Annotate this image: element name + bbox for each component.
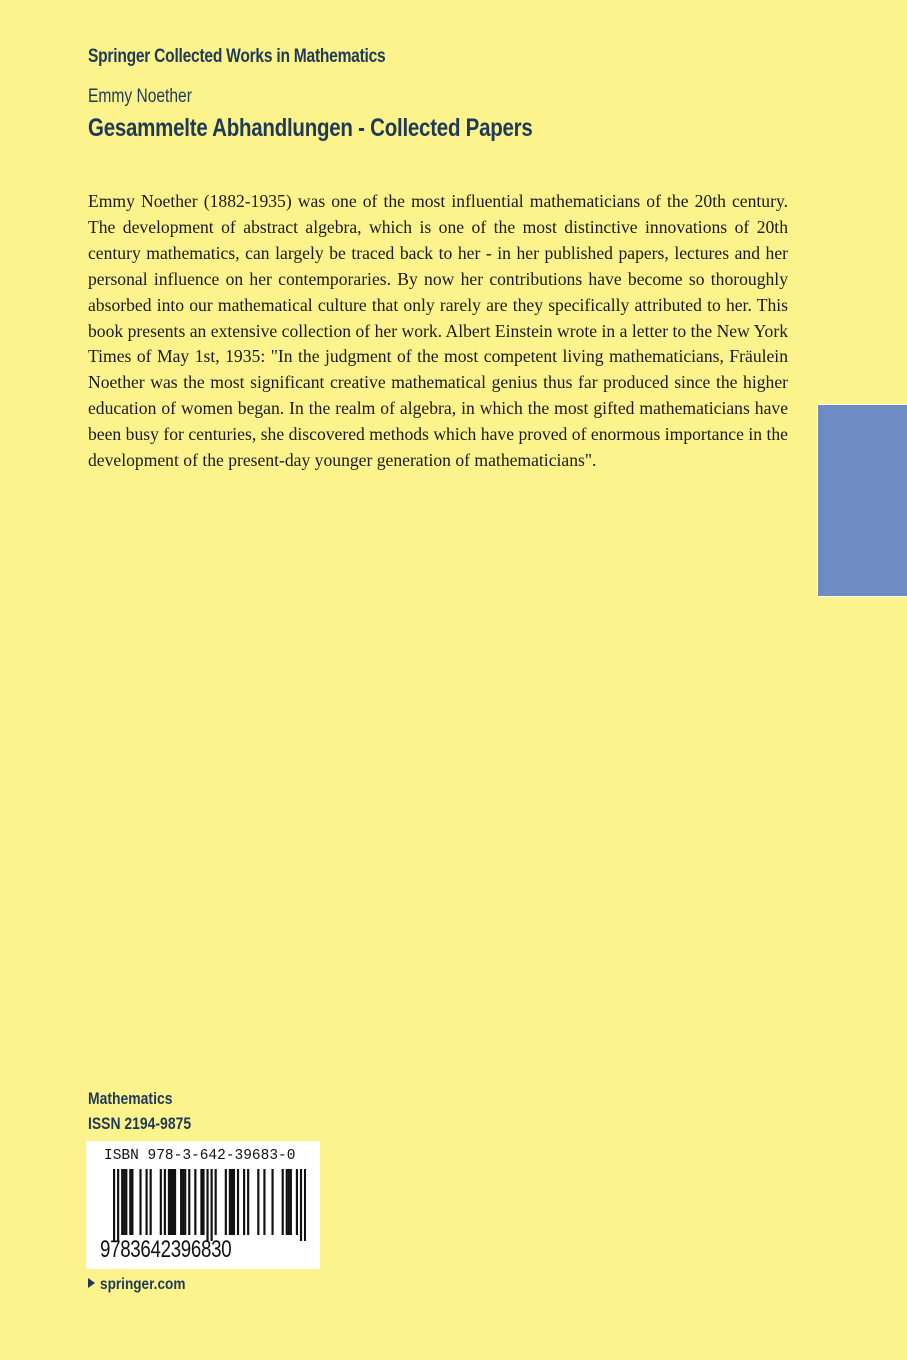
barcode-bar — [117, 1169, 119, 1241]
website-label: springer.com — [100, 1276, 186, 1293]
barcode-bar — [271, 1169, 273, 1235]
barcode-bar — [225, 1169, 227, 1235]
barcode-bar — [139, 1169, 141, 1235]
barcode-bar — [150, 1169, 152, 1235]
barcode-bar — [188, 1169, 190, 1235]
barcode-bar — [174, 1169, 176, 1235]
barcode-bar — [129, 1169, 131, 1235]
barcode-bar — [121, 1169, 123, 1235]
barcode — [86, 1141, 320, 1269]
barcode-bar — [237, 1169, 239, 1235]
barcode-bar — [304, 1169, 306, 1241]
barcode-bars — [100, 1169, 306, 1241]
barcode-bar — [170, 1169, 172, 1235]
book-title: Gesammelte Abhandlungen - Collected Papers — [88, 114, 533, 142]
barcode-bar — [168, 1169, 170, 1235]
barcode-bar — [233, 1169, 235, 1235]
subject-label: Mathematics — [88, 1089, 173, 1108]
barcode-bar — [215, 1169, 217, 1235]
barcode-bar — [282, 1169, 284, 1235]
author-name: Emmy Noether — [88, 86, 192, 107]
isbn-text: ISBN 978-3-642-39683-0 — [104, 1148, 296, 1164]
arrow-right-icon — [88, 1278, 95, 1288]
barcode-bar — [247, 1169, 249, 1235]
website-link[interactable] — [88, 1276, 200, 1294]
barcode-bar — [113, 1169, 115, 1241]
barcode-bar — [160, 1169, 162, 1235]
barcode-bar — [263, 1169, 265, 1235]
barcode-bar — [231, 1169, 233, 1235]
color-tab — [818, 405, 907, 596]
barcode-bar — [296, 1169, 298, 1235]
barcode-bar — [184, 1169, 186, 1235]
barcode-bar — [288, 1169, 290, 1235]
book-description: Emmy Noether (1882-1935) was one of the most influential mathematicians of the 20th century. The development of abstract algebra, which is one of the most distinctive innovations of 20th century mathematics, can largely be traced back to her - in her published papers, lectures and her personal influence on her contemporaries. By now her contributions have become so thoroughly absorbed into our mathematical culture that only rarely are they specifically attributed to her. This book presents an extensive collection of her work. Albert Einstein wrote in a letter to the New York Times of May 1st, 1935: "In the judgment of the most competent living mathematicians, Fräulein Noether was the most significant creative mathematical genius thus far produced since the higher education of women began. In the realm of algebra, in which the most gifted mathematicians have been busy for centuries, she discovered methods which have proved of enormous importance in the development of the present-day younger generation of mathematicians". — [88, 191, 788, 471]
barcode-bar — [290, 1169, 292, 1235]
barcode-bar — [229, 1169, 231, 1235]
barcode-bar — [125, 1169, 127, 1235]
barcode-bar — [123, 1169, 125, 1235]
barcode-bar — [286, 1169, 288, 1235]
barcode-bar — [164, 1169, 166, 1235]
series-title: Springer Collected Works in Mathematics — [88, 46, 386, 67]
barcode-bar — [182, 1169, 184, 1235]
barcode-bar — [300, 1169, 302, 1241]
barcode-bar — [131, 1169, 133, 1235]
issn-label: ISSN 2194-9875 — [88, 1114, 192, 1133]
barcode-bar — [257, 1169, 259, 1235]
barcode-bar — [172, 1169, 174, 1235]
barcode-bar — [202, 1169, 204, 1235]
barcode-bar — [243, 1169, 245, 1235]
barcode-digits: 9783642396830 — [100, 1236, 232, 1263]
barcode-bar — [206, 1169, 208, 1241]
barcode-bar — [146, 1169, 148, 1235]
barcode-bar — [200, 1169, 202, 1235]
barcode-bar — [180, 1169, 182, 1235]
barcode-bar — [194, 1169, 196, 1235]
barcode-bar — [211, 1169, 213, 1241]
